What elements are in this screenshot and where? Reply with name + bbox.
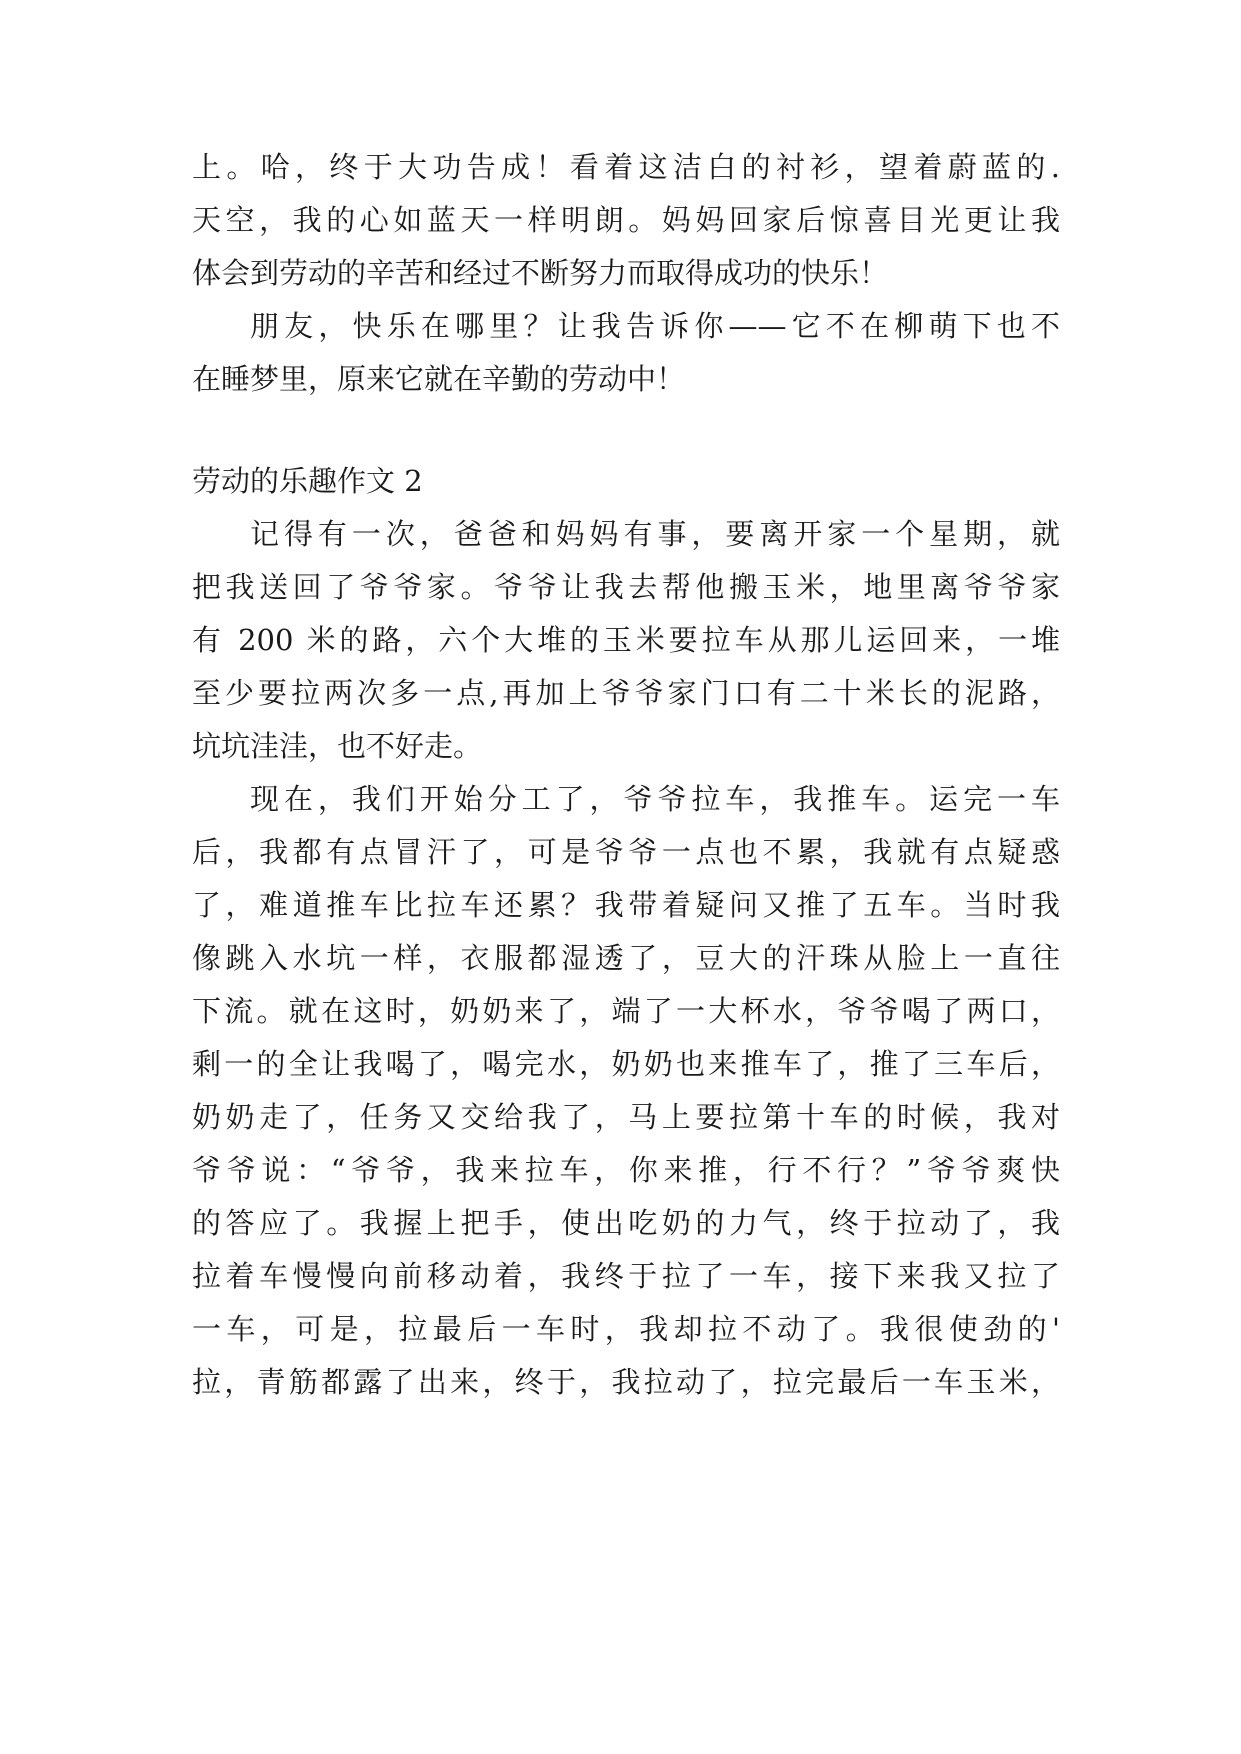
paragraph-line: 上。哈，终于大功告成！看着这洁白的衬衫，望着蔚蓝的. xyxy=(192,150,1060,184)
paragraph-line: 天空，我的心如蓝天一样明朗。妈妈回家后惊喜目光更让我 xyxy=(192,203,1060,237)
paragraph-line: 拉，青筋都露了出来，终于，我拉动了，拉完最后一车玉米， xyxy=(192,1365,1060,1399)
paragraph-line: 爷爷说：“爷爷，我来拉车，你来推，行不行？”爷爷爽快 xyxy=(192,1153,1060,1187)
paragraph-line: 朋友，快乐在哪里？让我告诉你——它不在柳萌下也不 xyxy=(250,309,1060,343)
paragraph-line: 奶奶走了，任务又交给我了，马上要拉第十车的时候，我对 xyxy=(192,1100,1060,1134)
paragraph-line: 的答应了。我握上把手，使出吃奶的力气，终于拉动了，我 xyxy=(192,1206,1060,1240)
paragraph-line: 下流。就在这时，奶奶来了，端了一大杯水，爷爷喝了两口， xyxy=(192,994,1060,1028)
paragraph-line: 有 200 米的路，六个大堆的玉米要拉车从那儿运回来，一堆 xyxy=(192,623,1060,657)
paragraph-line: 一车，可是，拉最后一车时，我却拉不动了。我很使劲的' xyxy=(192,1312,1060,1346)
section-heading: 劳动的乐趣作文 2 xyxy=(192,464,423,498)
paragraph-line: 现在，我们开始分工了，爷爷拉车，我推车。运完一车 xyxy=(250,782,1060,816)
paragraph-line: 后，我都有点冒汗了，可是爷爷一点也不累，我就有点疑惑 xyxy=(192,835,1060,869)
paragraph-line: 把我送回了爷爷家。爷爷让我去帮他搬玉米，地里离爷爷家 xyxy=(192,570,1060,604)
paragraph-line: 在睡梦里，原来它就在辛勤的劳动中！ xyxy=(192,362,686,396)
paragraph-line: 了，难道推车比拉车还累？我带着疑问又推了五车。当时我 xyxy=(192,888,1060,922)
paragraph-line: 拉着车慢慢向前移动着，我终于拉了一车，接下来我又拉了 xyxy=(192,1259,1060,1293)
paragraph-line: 像跳入水坑一样，衣服都湿透了，豆大的汗珠从脸上一直往 xyxy=(192,941,1060,975)
paragraph-line: 记得有一次，爸爸和妈妈有事，要离开家一个星期，就 xyxy=(250,517,1060,551)
paragraph-line: 体会到劳动的辛苦和经过不断努力而取得成功的快乐！ xyxy=(192,256,889,290)
paragraph-line: 坑坑洼洼，也不好走。 xyxy=(192,729,483,763)
paragraph-line: 剩一的全让我喝了，喝完水，奶奶也来推车了，推了三车后， xyxy=(192,1047,1060,1081)
paragraph-line: 至少要拉两次多一点,再加上爷爷家门口有二十米长的泥路， xyxy=(192,676,1060,710)
